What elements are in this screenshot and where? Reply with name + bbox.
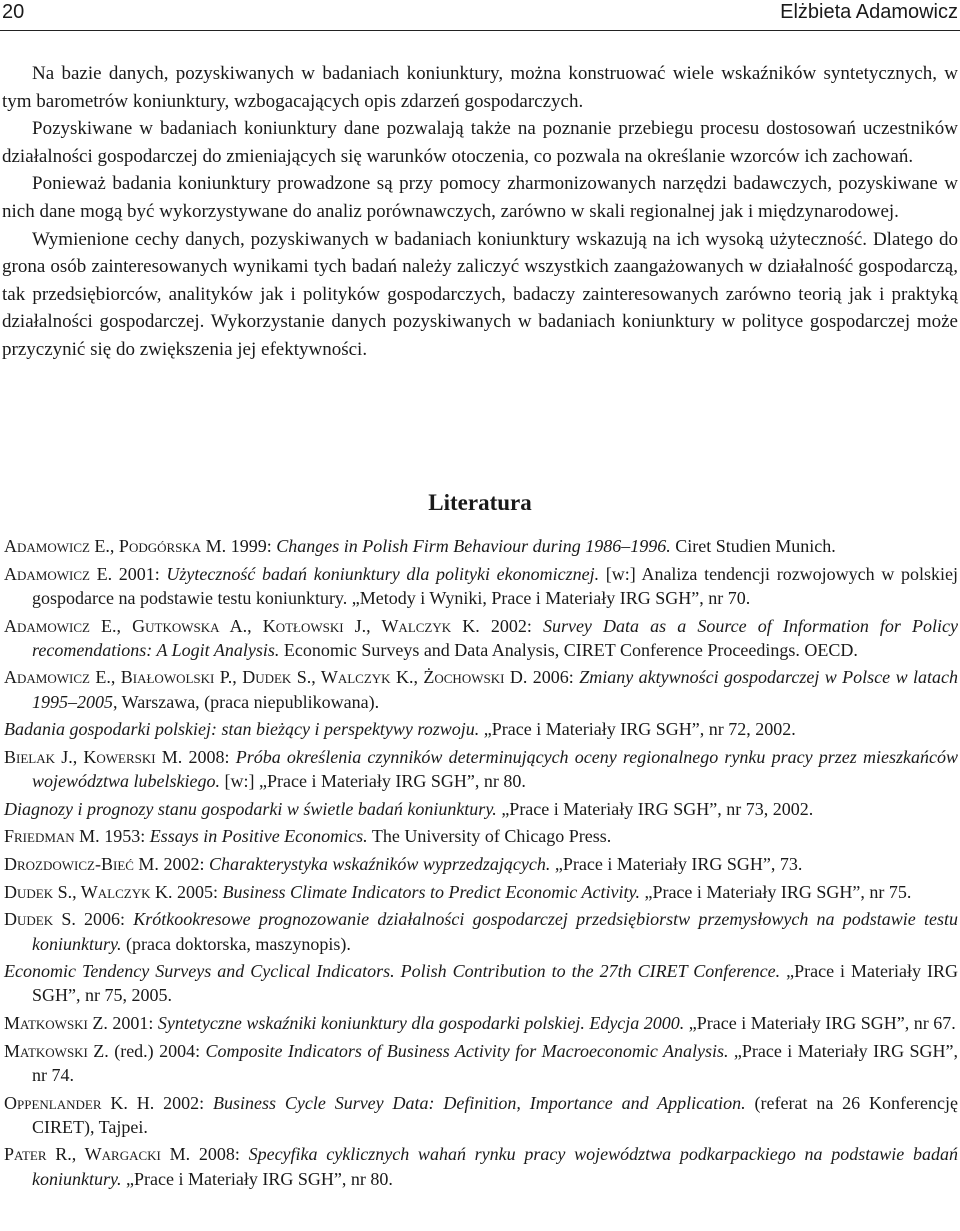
- reference-source: [w:] Analiza tendencji rozwojowych w polskiej gospodarce na podstawie testu koniunktury. „Metody i Wyniki, Prace i Materiały IRG SGH”, nr 70.: [32, 563, 958, 608]
- reference-authors: Matkowski Z.: [4, 1040, 109, 1061]
- reference-title: Survey Data as a Source of Information for Policy recomendations: A Logit Analysis.: [32, 615, 958, 660]
- reference-title: Krótkookresowe prognozowanie działalności gospodarczej przedsiębiorstw przemysłowych na podstawie testu koniunktury.: [32, 909, 958, 954]
- reference-year: 2002:: [154, 1092, 213, 1113]
- reference-source: „Prace i Materiały IRG SGH”, nr 72, 2002.: [479, 719, 796, 740]
- reference-year: 2002:: [158, 854, 209, 874]
- reference-year: 2006:: [527, 667, 580, 688]
- body-text: [2, 60, 958, 364]
- body-paragraph: Pozyskiwane w badaniach koniunktury dane pozwalają także na poznanie przebiegu procesu dostosowań uczestników działalności gospodarczej do zmieniających się warunków otoczenia, co pozwala na określanie wzorców ich zachowań.: [2, 118, 958, 167]
- page-number: 20: [2, 1, 25, 23]
- body-paragraph: Na bazie danych, pozyskiwanych w badaniach koniunktury, można konstruować wiele wskaźników syntetycznych, w tym barometrów koniunktury, wzbogacających opis zdarzeń gospodarczych.: [2, 63, 958, 112]
- reference-title: Badania gospodarki polskiej: stan bieżący i perspektywy rozwoju.: [4, 719, 480, 740]
- reference-title: Syntetyczne wskaźniki koniunktury dla gospodarki polskiej. Edycja 2000.: [157, 1013, 685, 1033]
- reference-source: „Prace i Materiały IRG SGH”, nr 75, 2005.: [32, 961, 958, 1006]
- reference-authors: Drozdowicz-Bieć M.: [4, 854, 159, 874]
- reference-authors: Bielak J., Kowerski M.: [4, 746, 183, 767]
- reference-title: Business Cycle Survey Data: Definition, Importance and Application.: [212, 1092, 746, 1113]
- reference-source: , Warszawa, (praca niepublikowana).: [113, 691, 380, 712]
- reference-title: Business Climate Indicators to Predict Economic Activity.: [222, 881, 640, 902]
- reference-source: (referat na 26 Konferencję CIRET), Tajpei.: [32, 1092, 958, 1137]
- reference-entry: [4, 824, 958, 848]
- reference-entry: [4, 562, 958, 611]
- reference-year: 2008:: [190, 1144, 249, 1165]
- reference-source: „Prace i Materiały IRG SGH”, nr 75.: [639, 881, 912, 902]
- body-paragraph: Ponieważ badania koniunktury prowadzone są przy pomocy zharmonizowanych narzędzi badawczych, pozyskiwane w nich dane mogą być wykorzystywane do analiz porównawczych, zarówno w skali regionalnej jak i międzynarodowej.: [2, 173, 958, 222]
- reference-entry: [4, 717, 958, 741]
- reference-entry: [4, 797, 958, 821]
- reference-title: Specyfika cyklicznych wahań rynku pracy województwa podkarpackiego na podstawie badań koniunktury.: [32, 1144, 958, 1189]
- reference-entry: [4, 534, 958, 558]
- running-head: [0, 0, 960, 31]
- reference-entry: [4, 907, 958, 956]
- reference-authors: Friedman M.: [4, 826, 100, 847]
- reference-entry: [4, 852, 958, 876]
- reference-title: Diagnozy i prognozy stanu gospodarki w świetle badań koniunktury.: [4, 798, 497, 819]
- reference-list: [4, 534, 958, 1194]
- reference-title: Composite Indicators of Business Activity for Macroeconomic Analysis.: [205, 1040, 729, 1061]
- reference-source: „Prace i Materiały IRG SGH”, nr 67.: [684, 1013, 956, 1033]
- reference-source: The University of Chicago Press.: [367, 826, 612, 847]
- reference-title: Economic Tendency Surveys and Cyclical Indicators. Polish Contribution to the 27th CIRET Conference.: [4, 961, 781, 982]
- reference-authors: Adamowicz E., Gutkowska A., Kotłowski J., Walczyk K.: [4, 615, 480, 636]
- reference-title: Charakterystyka wskaźników wyprzedzających.: [208, 854, 551, 874]
- reference-source: „Prace i Materiały IRG SGH”, 73.: [550, 854, 803, 874]
- reference-year: 2008:: [182, 746, 236, 767]
- reference-authors: Oppenlander K. H.: [4, 1092, 155, 1113]
- reference-entry: [4, 1011, 958, 1035]
- reference-entry: [4, 745, 958, 794]
- reference-title: Changes in Polish Firm Behaviour during 1986–1996.: [276, 536, 671, 556]
- reference-source: [w:] „Prace i Materiały IRG SGH”, nr 80.: [220, 771, 526, 792]
- reference-year: 2005:: [172, 881, 223, 902]
- reference-title: Zmiany aktywności gospodarczej w Polsce w latach 1995–2005: [32, 667, 958, 712]
- reference-source: „Prace i Materiały IRG SGH”, nr 74.: [32, 1040, 958, 1085]
- reference-authors: Matkowski Z.: [4, 1013, 108, 1033]
- reference-entry: [4, 1142, 958, 1191]
- reference-authors: Adamowicz E., Podgórska M.: [4, 536, 227, 556]
- reference-authors: Dudek S.: [4, 909, 76, 930]
- reference-entry: [4, 880, 958, 904]
- reference-authors: Adamowicz E.: [4, 563, 113, 584]
- reference-entry: [4, 1091, 958, 1140]
- reference-source: „Prace i Materiały IRG SGH”, nr 80.: [121, 1168, 393, 1189]
- reference-title: Użyteczność badań koniunktury dla polityki ekonomicznej.: [166, 563, 600, 584]
- section-title: Literatura: [428, 490, 532, 515]
- reference-year: 2006:: [75, 909, 134, 930]
- reference-entry: [4, 665, 958, 714]
- reference-source: (praca doktorska, maszynopis).: [121, 933, 351, 954]
- reference-authors: Pater R., Wargacki M.: [4, 1144, 191, 1165]
- reference-authors: Dudek S., Walczyk K.: [4, 881, 173, 902]
- reference-title: Próba określenia czynników determinujących oceny regionalnego rynku pracy przez mieszkańców województwa lubelskiego.: [32, 746, 958, 792]
- body-paragraph: Wymienione cechy danych, pozyskiwanych w badaniach koniunktury wskazują na ich wysoką użyteczność. Dlatego do grona osób zainteresowanych wynikami tych badań należy zaliczyć wszystkich zaangażowanych w działalność gospodarczą, tak przedsiębiorców, analityków jak i polityków gospodarczych, badaczy zainteresowanych zarówno teorią jak i praktyką działalności gospodarczej. Wykorzystanie danych pozyskiwanych w badaniach koniunktury w polityce gospodarczej może przyczynić się do zwiększenia jej efektywności.: [2, 228, 958, 360]
- reference-source: „Prace i Materiały IRG SGH”, nr 73, 2002.: [496, 798, 814, 819]
- reference-source: Ciret Studien Munich.: [670, 536, 836, 556]
- reference-year: 2001:: [107, 1013, 158, 1033]
- running-head-author: Elżbieta Adamowicz: [780, 1, 958, 23]
- reference-year: 1999:: [226, 536, 277, 556]
- reference-entry: [4, 1039, 958, 1088]
- reference-source: Economic Surveys and Data Analysis, CIRET Conference Proceedings. OECD.: [279, 639, 858, 660]
- reference-year: 1953:: [99, 826, 150, 847]
- reference-year: (red.) 2004:: [108, 1040, 206, 1061]
- reference-entry: [4, 959, 958, 1008]
- reference-year: 2001:: [112, 563, 167, 584]
- reference-year: 2002:: [479, 615, 543, 636]
- reference-entry: [4, 614, 958, 663]
- reference-authors: Adamowicz E., Białowolski P., Dudek S., Walczyk K., Żochowski D.: [4, 667, 528, 688]
- reference-title: Essays in Positive Economics.: [149, 826, 368, 847]
